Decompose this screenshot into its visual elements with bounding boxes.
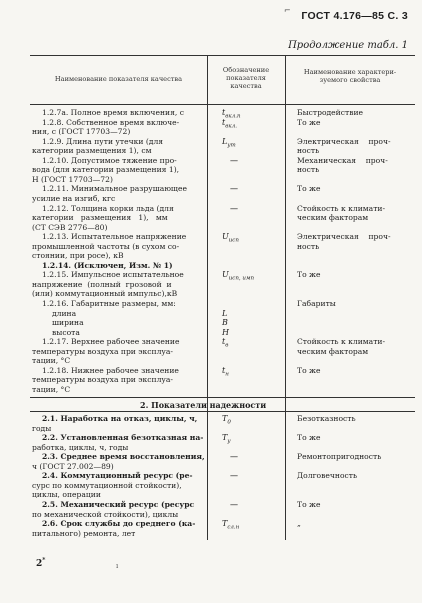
row-characteristic: То же xyxy=(297,270,321,280)
row-symbol: $T_0$ xyxy=(222,414,231,426)
column-header-symbol: Обозначение показателя качества xyxy=(222,66,270,90)
row-characteristic: Быстродействие xyxy=(297,108,364,117)
page-header: ГОСТ 4.176—85 С. 3 xyxy=(301,10,408,22)
row-characteristic: То же xyxy=(297,433,321,443)
corner-mark: ⌐ xyxy=(284,6,291,15)
row-name: ширина xyxy=(52,318,84,328)
row-characteristic: ность xyxy=(297,241,320,251)
row-name: 2.2. Установленная безотказная на- xyxy=(42,433,204,443)
row-name: 1.2.10. Допустимое тяжение про- xyxy=(42,155,177,165)
row-name: 1.2.8. Собственное время включе- xyxy=(42,117,180,127)
section2-top-rule xyxy=(30,397,415,398)
row-symbol: — xyxy=(230,203,238,213)
row-name: 1.2.17. Верхнее рабочее значение xyxy=(42,337,180,347)
row-symbol: $t_н$ xyxy=(222,365,229,378)
row-characteristic: То же xyxy=(297,117,321,127)
row-name: температуры воздуха при эксплуа- xyxy=(32,375,173,385)
row-symbol: $t_в$ xyxy=(222,337,229,349)
row-name: 1.2.15. Импульсное испытательное xyxy=(42,270,184,280)
section2-title-rule xyxy=(30,411,415,412)
row-symbol: L xyxy=(222,308,228,318)
row-symbol: $T_у$ xyxy=(222,433,231,445)
table-head-rule xyxy=(30,104,415,105)
row-name: категории размещения 1), см xyxy=(32,146,152,156)
row-characteristic: ность xyxy=(297,146,320,156)
page-number: 2* xyxy=(36,557,46,569)
row-name: вода (для категории размещения 1), xyxy=(32,165,180,175)
row-name: работка, циклы, ч, годы xyxy=(32,442,129,452)
column-divider-1 xyxy=(207,55,208,540)
row-name: 2.4. Коммутационный ресурс (ре- xyxy=(42,471,193,481)
row-name: (или) коммутационный импульс),кВ xyxy=(32,289,178,299)
row-name: температуры воздуха при эксплуа- xyxy=(32,346,173,356)
row-symbol: — xyxy=(230,471,238,481)
column-header-name: Наименование показателя качества xyxy=(54,75,183,83)
row-symbol: H xyxy=(222,327,229,337)
row-characteristic: ческим факторам xyxy=(297,213,369,223)
row-name: по механической стойкости), циклы xyxy=(32,509,179,519)
row-symbol: $U_{исп}$ xyxy=(222,232,239,244)
row-characteristic: Ремонтопригодность xyxy=(297,452,382,462)
row-characteristic: Механическая проч- xyxy=(297,155,388,165)
row-name: 1.2.7а. Полное время включения, с xyxy=(42,108,184,117)
row-symbol: $U_{исп, имп}$ xyxy=(222,270,255,282)
row-name: 2.6. Срок службы до среднего (ка- xyxy=(42,519,196,529)
row-symbol: — xyxy=(230,184,238,194)
row-characteristic: ческим факторам xyxy=(297,346,369,356)
row-characteristic: Электрическая проч- xyxy=(297,232,391,242)
row-name: 2.1. Наработка на отказ, циклы, ч, xyxy=(42,414,198,423)
row-name: питального) ремонта, лет xyxy=(32,528,136,538)
row-characteristic: Безотказность xyxy=(297,414,356,423)
section2-title: 2. Показатели надежности xyxy=(140,400,267,410)
row-name: тации, °С xyxy=(32,384,71,394)
row-characteristic: „ xyxy=(297,519,301,529)
row-name: циклы, операции xyxy=(32,490,101,500)
table-continuation-label: Продолжение табл. 1 xyxy=(288,40,408,51)
stray-mark: ı xyxy=(116,562,119,570)
row-symbol: $t_{вкл.п}$ xyxy=(222,108,241,120)
row-characteristic: Стойкость к климати- xyxy=(297,203,386,213)
row-name: 1.2.16. Габаритные размеры, мм: xyxy=(42,299,176,308)
row-characteristic: Электрическая проч- xyxy=(297,136,391,146)
row-symbol: B xyxy=(222,318,228,328)
row-name: усилие на изгиб, кгс xyxy=(32,193,116,203)
row-name: 2.5. Механический ресурс (ресурс xyxy=(42,499,195,509)
row-name: Н (ГОСТ 17703—72) xyxy=(32,174,113,184)
row-symbol: $T_{сл.н}$ xyxy=(222,519,240,531)
row-name: длина xyxy=(52,308,77,318)
row-symbol: — xyxy=(230,452,238,462)
row-name: 2.3. Среднее время восстановления, xyxy=(42,452,205,462)
row-characteristic: То же xyxy=(297,184,321,194)
row-symbol: $t_{вкл.}$ xyxy=(222,117,237,130)
row-name: 1.2.18. Нижнее рабочее значение xyxy=(42,365,179,375)
row-name: 1.2.9. Длина пути утечки (для xyxy=(42,136,164,146)
row-characteristic: ность xyxy=(297,165,320,175)
row-characteristic: То же xyxy=(297,499,321,509)
row-characteristic: Долговечность xyxy=(297,471,358,481)
row-name: 1.2.12. Толщина корки льда (для xyxy=(42,203,174,213)
row-characteristic: То же xyxy=(297,365,321,375)
row-name: 1.2.14. (Исключен, Изм. № 1) xyxy=(42,260,173,270)
row-name: высота xyxy=(52,327,80,337)
row-name: сурс по коммутационной стойкости), xyxy=(32,480,182,490)
row-symbol: — xyxy=(230,155,238,165)
row-name: категории размещения 1), мм xyxy=(32,213,168,223)
row-symbol: $L_{ут}$ xyxy=(222,136,236,149)
column-divider-2 xyxy=(285,55,286,540)
row-characteristic: Габариты xyxy=(297,299,336,308)
row-name: ч (ГОСТ 27.002—89) xyxy=(32,461,114,471)
row-name: (СТ СЭВ 2776—80) xyxy=(32,222,108,232)
row-symbol: — xyxy=(230,499,238,509)
row-name: напряжение (полный грозовой и xyxy=(32,279,172,289)
row-name: 1.2.13. Испытательное напряжение xyxy=(42,232,187,242)
column-header-characteristic: Наименование характери- зуемого свойства xyxy=(303,68,397,84)
row-name: ния, с (ГОСТ 17703—72) xyxy=(32,127,131,137)
row-name: тации, °С xyxy=(32,356,71,366)
row-name: стоянии, при росе), кВ xyxy=(32,251,124,261)
table-top-rule xyxy=(30,55,415,56)
row-name: промышленной частоты (в сухом со- xyxy=(32,241,180,251)
row-name: 1.2.11. Минимальное разрушающее xyxy=(42,184,187,194)
row-characteristic: Стойкость к климати- xyxy=(297,337,386,347)
row-name: годы xyxy=(32,423,52,433)
